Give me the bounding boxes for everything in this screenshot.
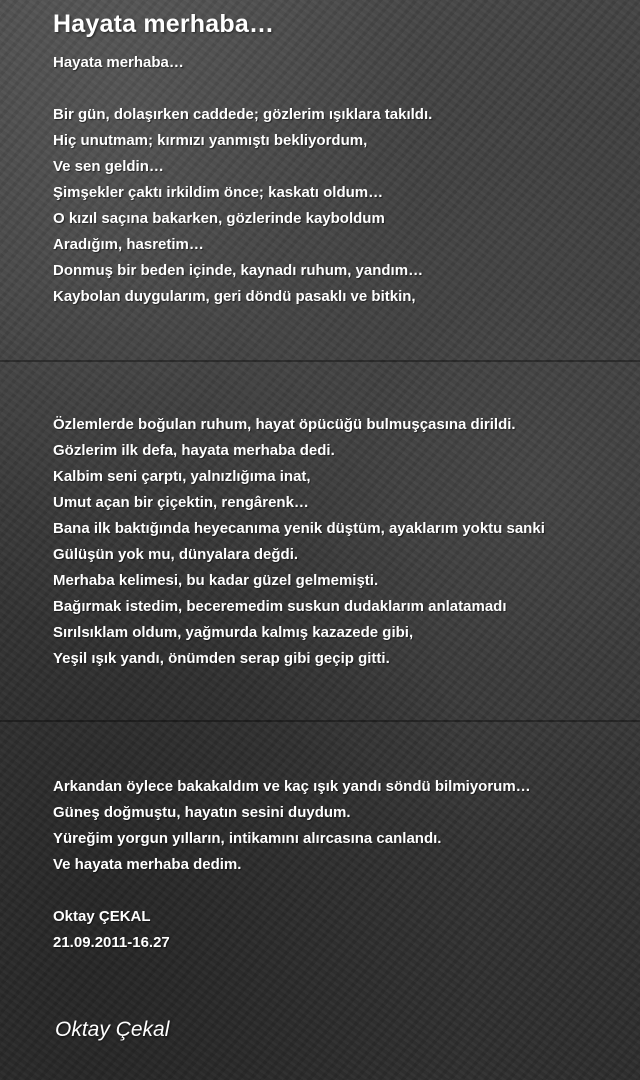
poem-line: Arkandan öylece bakakaldım ve kaç ışık yandı söndü bilmiyorum… <box>53 778 531 795</box>
poem-line: Bağırmak istedim, beceremedim suskun dudaklarım anlatamadı <box>53 598 507 615</box>
stanza-1 <box>53 50 432 310</box>
poem-line: Özlemlerde boğulan ruhum, hayat öpücüğü bulmuşçasına dirildi. <box>53 416 516 433</box>
poem-line: Bana ilk baktığında heyecanıma yenik düştüm, ayaklarım yoktu sanki <box>53 520 545 537</box>
poem-line: Ve sen geldin… <box>53 158 164 175</box>
poem-line: Kaybolan duygularım, geri döndü pasaklı ve bitkin, <box>53 288 416 305</box>
poem-line: Şimşekler çaktı irkildim önce; kaskatı oldum… <box>53 184 384 201</box>
poem-line: Merhaba kelimesi, bu kadar güzel gelmemişti. <box>53 572 379 589</box>
poem-panel-3 <box>0 720 640 1080</box>
poem-line <box>53 878 531 904</box>
author-name: Oktay ÇEKAL <box>53 908 151 925</box>
poem-line: Gülüşün yok mu, dünyalara değdi. <box>53 546 299 563</box>
poem-title: Hayata merhaba… <box>53 10 275 38</box>
poem-panel-1 <box>0 0 640 360</box>
poem-line: Bir gün, dolaşırken caddede; gözlerim ışıklara takıldı. <box>53 106 433 123</box>
poem-line: Donmuş bir beden içinde, kaynadı ruhum, yandım… <box>53 262 424 279</box>
poem-line <box>53 76 432 102</box>
stanza-3 <box>53 774 531 956</box>
poem-line: Kalbim seni çarptı, yalnızlığıma inat, <box>53 468 311 485</box>
poem-line: Ve hayata merhaba dedim. <box>53 856 242 873</box>
poem-line: O kızıl saçına bakarken, gözlerinde kayboldum <box>53 210 385 227</box>
poem-line: Sırılsıklam oldum, yağmurda kalmış kazazede gibi, <box>53 624 414 641</box>
poem-line: Umut açan bir çiçektin, rengârenk… <box>53 494 309 511</box>
poem-line: Yeşil ışık yandı, önümden serap gibi geçip gitti. <box>53 650 390 667</box>
poem-line: Hiç unutmam; kırmızı yanmıştı bekliyordum, <box>53 132 368 149</box>
poem-line: Hayata merhaba… <box>53 54 184 71</box>
poem-panel-2 <box>0 360 640 722</box>
poem-line: Yüreğim yorgun yılların, intikamını alırcasına canlandı. <box>53 830 442 847</box>
stanza-2 <box>53 412 545 672</box>
poem-date: 21.09.2011-16.27 <box>53 934 170 951</box>
author-signature: Oktay Çekal <box>55 1018 170 1041</box>
poem-line: Gözlerim ilk defa, hayata merhaba dedi. <box>53 442 335 459</box>
poem-line: Güneş doğmuştu, hayatın sesini duydum. <box>53 804 351 821</box>
poem-line: Aradığım, hasretim… <box>53 236 204 253</box>
